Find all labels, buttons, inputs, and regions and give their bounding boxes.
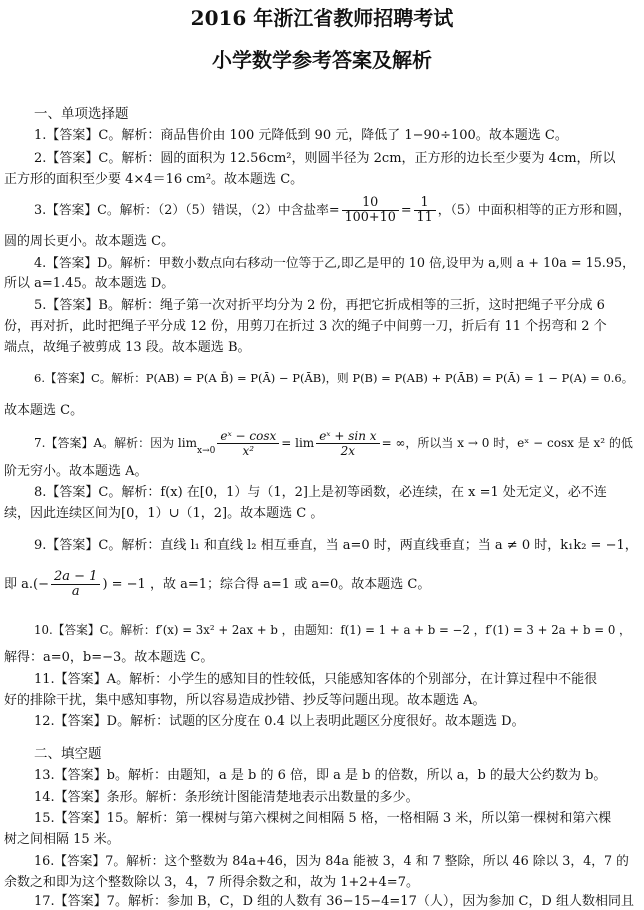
answer-6-line-1: 6.【答案】C。解析：P(AB) = P(A B̄) = P(Ā) − P(ĀB)，则 P(B) = P(AB) + P(ĀB) = P(Ā) = 1 − P(A) = 0.6。 (34, 371, 634, 385)
answer-7-line-2: 阶无穷小。故本题选 A。 (4, 464, 148, 479)
slope-fraction (51, 570, 100, 599)
answer-5-line-3: 端点，故绳子被剪成 13 段。故本题选 B。 (4, 340, 251, 355)
answer-5-line-2: 份，再对折，此时把绳子平分成 12 份，用剪刀在折过 3 次的绳子中间剪一刀，折后有 11 个拐弯和 2 个 (4, 319, 607, 334)
answer-5-line-1: 5.【答案】B。解析：绳子第一次对折平均分为 2 份，再把它折成相等的三折，这时把绳子平分成 6 (34, 298, 605, 313)
answer-11-line-2: 好的排除干扰，集中感知事物，所以容易造成抄错、抄反等问题出现。故本题选 A。 (4, 693, 486, 708)
limit-fraction-2-numerator: eˣ + sin x (316, 429, 379, 444)
answer-3-text-pre: 3.【答案】C。解析：（2）（5）错误，（2）中含盐率= (34, 203, 340, 218)
salt-ratio-result-fraction (414, 196, 436, 225)
document-title: 2016 年浙江省教师招聘考试 (190, 6, 454, 30)
slope-fraction-numerator: 2a − 1 (51, 570, 100, 585)
answer-3-line-1 (34, 196, 631, 226)
limit-fraction-1-numerator: eˣ − cosx (217, 429, 279, 444)
answer-2-line-1: 2.【答案】C。解析：圆的面积为 12.56cm²，则圆半径为 2cm，正方形的边长至少要为 4cm，所以 (34, 151, 616, 166)
answer-3-line-2: 圆的周长更小。故本题选 C。 (4, 234, 175, 249)
limit-fraction-2-denominator: 2x (340, 444, 356, 458)
answer-10-line-1: 10.【答案】C。解析：f′(x) = 3x² + 2ax + b ，由题知：f(1) = 1 + a + b = −2 ，f′(1) = 3 + 2a + b = 0 ， (34, 623, 631, 637)
answer-14: 14.【答案】条形。解析：条形统计图能清楚地表示出数量的多少。 (34, 790, 419, 805)
salt-ratio-denominator: 100+10 (344, 210, 396, 225)
answer-15-line-1: 15.【答案】15。解析：第一棵树与第六棵树之间相隔 5 格，一格相隔 3 米，所以第一棵树和第六棵 (34, 811, 612, 826)
slope-fraction-denominator: a (71, 584, 80, 599)
answer-1: 1.【答案】C。解析：商品售价由 100 元降低到 90 元，降低了 1−90÷100。故本题选 C。 (34, 128, 568, 143)
answer-4-line-1: 4.【答案】D。解析：甲数小数点向右移动一位等于乙,即乙是甲的 10 倍,设甲为 a,则 a + 10a = 15.95， (34, 256, 635, 271)
answer-12: 12.【答案】D。解析：试题的区分度在 0.4 以上表明此题区分度很好。故本题选 D。 (34, 714, 525, 729)
answer-2-line-2: 正方形的面积至少要 4×4＝16 cm²。故本题选 C。 (4, 172, 304, 187)
limit-subscript: x→0 (197, 446, 216, 456)
limit-fraction-1 (217, 429, 279, 458)
limit-fraction-1-denominator: x² (242, 444, 255, 458)
answer-6-line-2: 故本题选 C。 (4, 403, 84, 418)
answer-16-line-2: 余数之和即为这个整数除以 3，4，7 所得余数之和，故为 1+2+4=7。 (4, 875, 419, 890)
salt-ratio-result-numerator: 1 (414, 196, 436, 211)
answer-15-line-2: 树之间相隔 15 米。 (4, 832, 120, 847)
salt-ratio-fraction (342, 196, 399, 225)
answer-8-line-2: 续，因此连续区间为[0，1）∪（1，2]。故本题选 C 。 (4, 506, 324, 521)
document-subtitle: 小学数学参考答案及解析 (212, 48, 432, 72)
answer-3-equals: = (400, 203, 412, 218)
answer-13: 13.【答案】b。解析：由题知，a 是 b 的 6 倍，即 a 是 b 的倍数，所以 a，b 的最大公约数为 b。 (34, 768, 607, 783)
answer-9-line-1: 9.【答案】C。解析：直线 l₁ 和直线 l₂ 相互垂直，当 a=0 时，两直线垂直；当 a ≠ 0 时，k₁k₂ = −1， (34, 538, 638, 553)
answer-4-line-2: 所以 a=1.45。故本题选 D。 (4, 276, 175, 291)
answer-8-line-1: 8.【答案】C。解析：f(x) 在[0，1）与（1，2]上是初等函数，必连续，在 x =1 处无定义，必不连 (34, 485, 607, 500)
answer-9-line-2 (4, 570, 430, 600)
answer-9-text-post: ) = −1 ，故 a=1；综合得 a=1 或 a=0。故本题选 C。 (102, 577, 431, 592)
section-heading-single-choice: 一、单项选择题 (34, 106, 129, 122)
answer-7-text-post: = ∞，所以当 x → 0 时，eˣ − cosx 是 x² 的低 (381, 436, 633, 450)
answer-7-text-pre: 7.【答案】A。解析：因为 lim (34, 436, 197, 450)
answer-10-line-2: 解得：a=0，b=−3。故本题选 C。 (4, 650, 214, 665)
answer-9-text-pre: 即 a.(− (4, 577, 49, 592)
answer-3-text-post: ，（5）中面积相等的正方形和圆， (437, 203, 631, 218)
answer-16-line-1: 16.【答案】7。解析：这个整数为 84a+46，因为 84a 能被 3，4 和 7 整除，所以 46 除以 3，4，7 的 (34, 854, 629, 869)
salt-ratio-result-denominator: 11 (416, 210, 433, 225)
answer-17: 17.【答案】7。解析：参加 B，C，D 组的人数有 36−15−4=17（人），因为参加 C，D 组人数相同且 (34, 894, 634, 909)
salt-ratio-numerator: 10 (342, 196, 399, 211)
section-heading-fill-blank: 二、填空题 (34, 746, 102, 762)
answer-7-line-1 (34, 428, 633, 466)
limit-fraction-2 (316, 429, 379, 458)
answer-7-text-mid: = lim (281, 436, 315, 450)
answer-11-line-1: 11.【答案】A。解析：小学生的感知目的性较低，只能感知客体的个别部分，在计算过程中不能很 (34, 672, 598, 687)
